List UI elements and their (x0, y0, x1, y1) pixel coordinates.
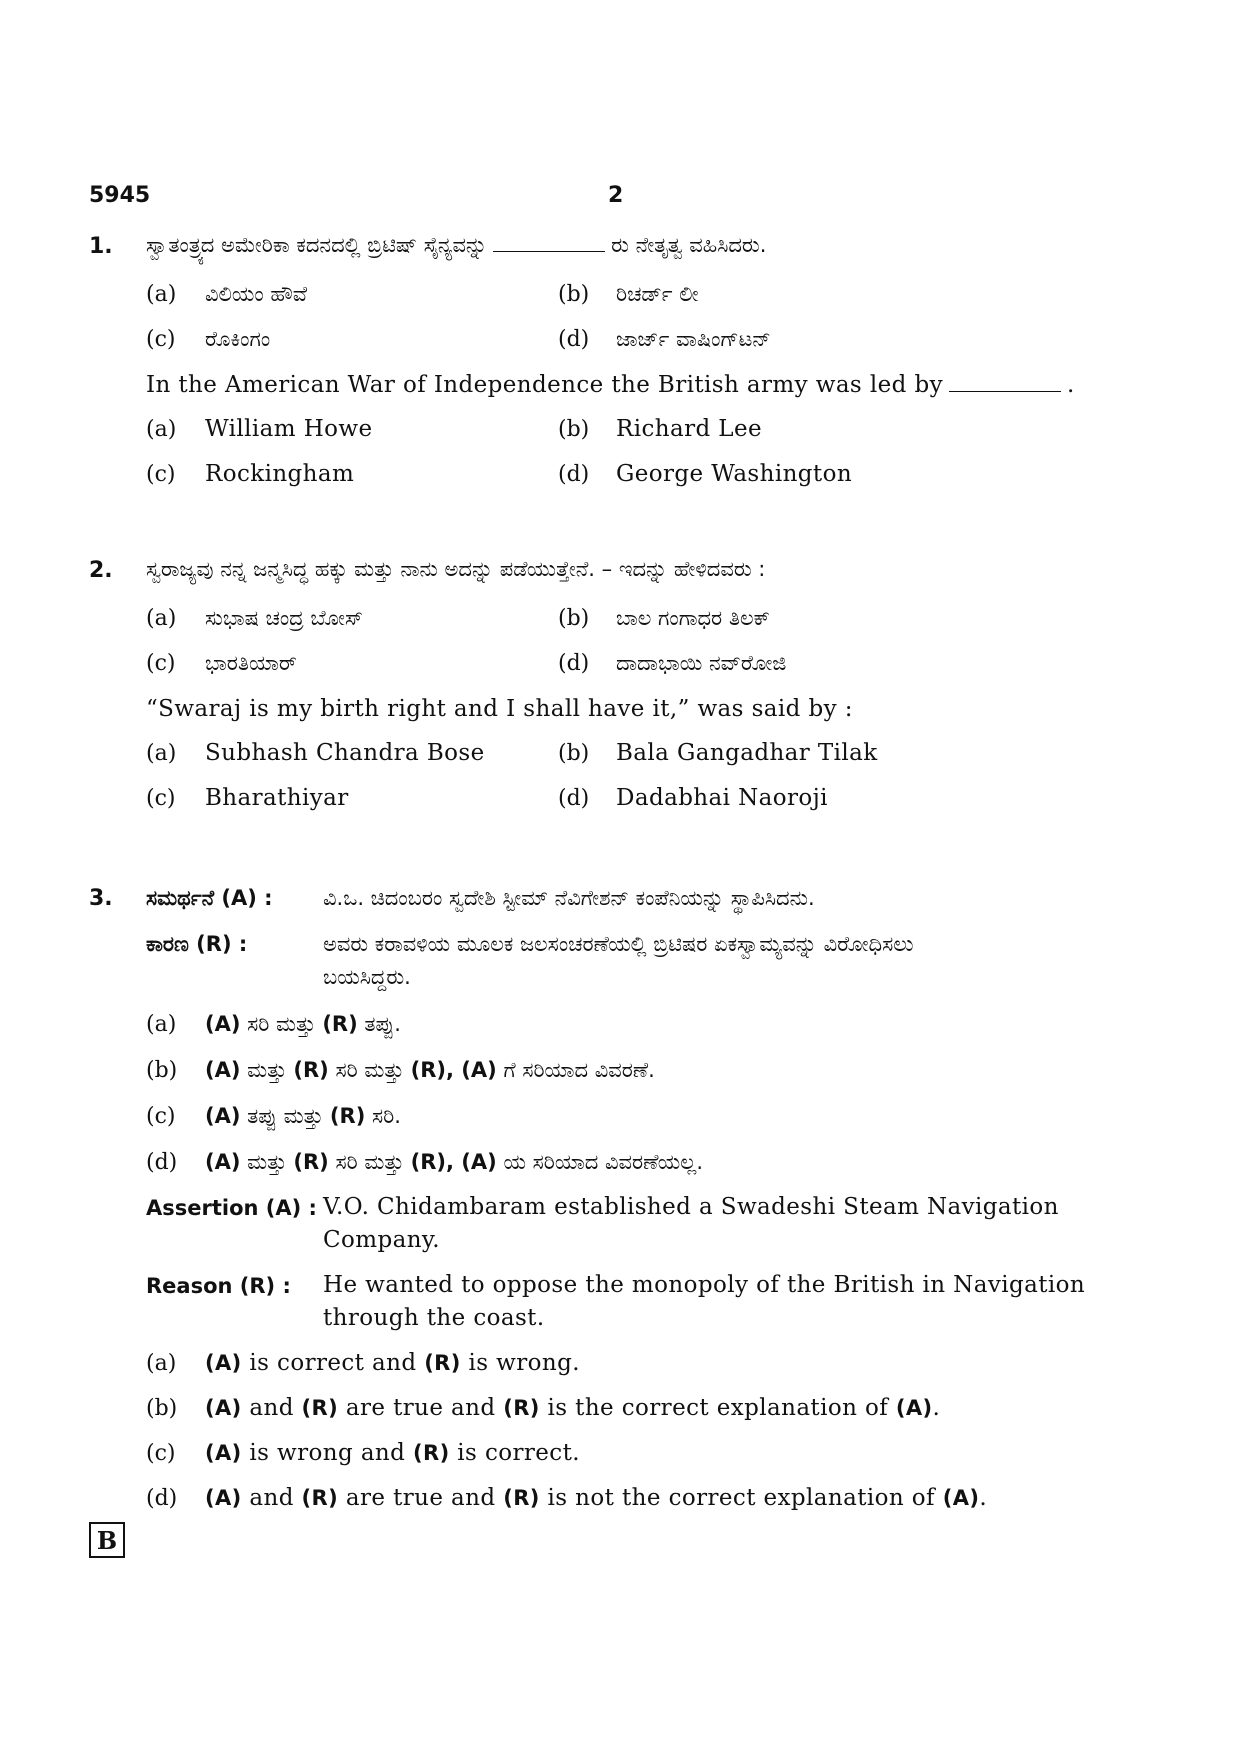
assertion-text-kannada: ವಿ.ಒ. ಚಿದಂಬರಂ ಸ್ವದೇಶಿ ಸ್ಟೀಮ್ ನೆವಿಗೇಶನ್ ಕಂಪೆನಿಯನ್ನು ಸ್ಥಾಪಿಸಿದನು. (323, 886, 815, 910)
option-text: (A) is wrong and (R) is correct. (205, 1440, 580, 1466)
option-label: (c) (146, 651, 176, 676)
option-label: (c) (146, 462, 176, 487)
option-label: (b) (146, 1396, 178, 1421)
assertion-text-english-line2: Company. (323, 1227, 440, 1253)
option-text: ಬಾಲ ಗಂಗಾಧರ ತಿಲಕ್ (616, 606, 770, 630)
option-text: William Howe (205, 416, 373, 442)
option-label: (c) (146, 1104, 176, 1129)
assertion-label-english: Assertion (A) : (146, 1196, 317, 1220)
option-label: (b) (146, 1058, 178, 1083)
option-text: (A) and (R) are true and (R) is the correct explanation of (A). (205, 1395, 941, 1421)
option-label: (a) (146, 606, 177, 631)
reason-text-english-line1: He wanted to oppose the monopoly of the British in Navigation (323, 1272, 1086, 1298)
option-text: Richard Lee (616, 416, 763, 442)
option-label: (a) (146, 417, 177, 442)
option-text: (A) is correct and (R) is wrong. (205, 1350, 580, 1376)
answer-blank (949, 390, 1061, 392)
option-label: (c) (146, 327, 176, 352)
reason-text-english-line2: through the coast. (323, 1305, 545, 1331)
option-label: (d) (146, 1486, 178, 1511)
page-number: 2 (608, 183, 624, 208)
option-text: (A) and (R) are true and (R) is not the correct explanation of (A). (205, 1485, 988, 1511)
paper-code: 5945 (89, 183, 151, 208)
option-text: ರಿಚರ್ಡ್ ಲೀ (616, 282, 699, 306)
option-text: (A) ಸರಿ ಮತ್ತು (R) ತಪ್ಪು. (205, 1012, 401, 1036)
question-stem-english: “Swaraj is my birth right and I shall have it,” was said by : (146, 696, 853, 722)
option-text: Subhash Chandra Bose (205, 740, 485, 766)
question-number: 3. (89, 886, 113, 911)
option-label: (d) (558, 462, 590, 487)
option-label: (a) (146, 1351, 177, 1376)
booklet-series-box: B (89, 1522, 125, 1558)
option-text: Bharathiyar (205, 785, 349, 811)
question-number: 2. (89, 558, 113, 583)
reason-text-kannada-line2: ಬಯಸಿದ್ದರು. (323, 965, 411, 989)
question-stem-kannada: ಸ್ವಾತಂತ್ರ್ಯದ ಅಮೇರಿಕಾ ಕದನದಲ್ಲಿ ಬ್ರಿಟಿಷ್ ಸೈನ್ಯವನ್ನು ರು ನೇತೃತ್ವ ವಹಿಸಿದರು. (146, 233, 767, 257)
option-text: ಜಾರ್ಜ್ ವಾಷಿಂಗ್‌ಟನ್ (616, 327, 771, 351)
question-stem-english: In the American War of Independence the British army was led by . (146, 372, 1075, 398)
option-label: (a) (146, 741, 177, 766)
assertion-label-kannada: ಸಮರ್ಥನೆ (A) : (146, 886, 273, 910)
option-label: (b) (558, 282, 590, 307)
option-text: ದಾದಾಭಾಯಿ ನವ್‌ರೋಜಿ (616, 651, 787, 675)
option-text: ಭಾರತಿಯಾರ್ (205, 651, 297, 675)
option-text: (A) ಮತ್ತು (R) ಸರಿ ಮತ್ತು (R), (A) ಗೆ ಸರಿಯಾದ ವಿವರಣೆ. (205, 1058, 655, 1082)
option-label: (a) (146, 282, 177, 307)
answer-blank (493, 250, 605, 252)
option-label: (a) (146, 1012, 177, 1037)
option-text: ರೊಕಿಂಗಂ (205, 327, 271, 351)
option-text: ಸುಭಾಷ ಚಂದ್ರ ಬೋಸ್ (205, 606, 363, 630)
option-label: (b) (558, 417, 590, 442)
option-text: Bala Gangadhar Tilak (616, 740, 878, 766)
question-number: 1. (89, 234, 113, 259)
option-label: (d) (558, 651, 590, 676)
option-label: (c) (146, 1441, 176, 1466)
option-text: Rockingham (205, 461, 355, 487)
option-label: (b) (558, 741, 590, 766)
option-label: (c) (146, 786, 176, 811)
option-text: (A) ಮತ್ತು (R) ಸರಿ ಮತ್ತು (R), (A) ಯ ಸರಿಯಾದ ವಿವರಣೆಯಲ್ಲ. (205, 1150, 704, 1174)
option-label: (b) (558, 606, 590, 631)
reason-label-kannada: ಕಾರಣ (R) : (146, 932, 248, 956)
assertion-text-english-line1: V.O. Chidambaram established a Swadeshi Steam Navigation (323, 1194, 1059, 1220)
question-stem-kannada: ಸ್ವರಾಜ್ಯವು ನನ್ನ ಜನ್ಮಸಿದ್ಧ ಹಕ್ಕು ಮತ್ತು ನಾನು ಅದನ್ನು ಪಡೆಯುತ್ತೇನೆ. – ಇದನ್ನು ಹೇಳಿದವರು : (146, 557, 766, 581)
option-text: George Washington (616, 461, 853, 487)
option-text: Dadabhai Naoroji (616, 785, 828, 811)
option-text: ವಿಲಿಯಂ ಹೌವೆ (205, 282, 308, 306)
reason-label-english: Reason (R) : (146, 1274, 291, 1298)
option-label: (d) (146, 1150, 178, 1175)
option-label: (d) (558, 786, 590, 811)
reason-text-kannada-line1: ಅವರು ಕರಾವಳಿಯ ಮೂಲಕ ಜಲಸಂಚರಣೆಯಲ್ಲಿ ಬ್ರಿಟಿಷರ ಏಕಸ್ವಾಮ್ಯವನ್ನು ವಿರೋಧಿಸಲು (323, 932, 914, 956)
option-text: (A) ತಪ್ಪು ಮತ್ತು (R) ಸರಿ. (205, 1104, 401, 1128)
option-label: (d) (558, 327, 590, 352)
